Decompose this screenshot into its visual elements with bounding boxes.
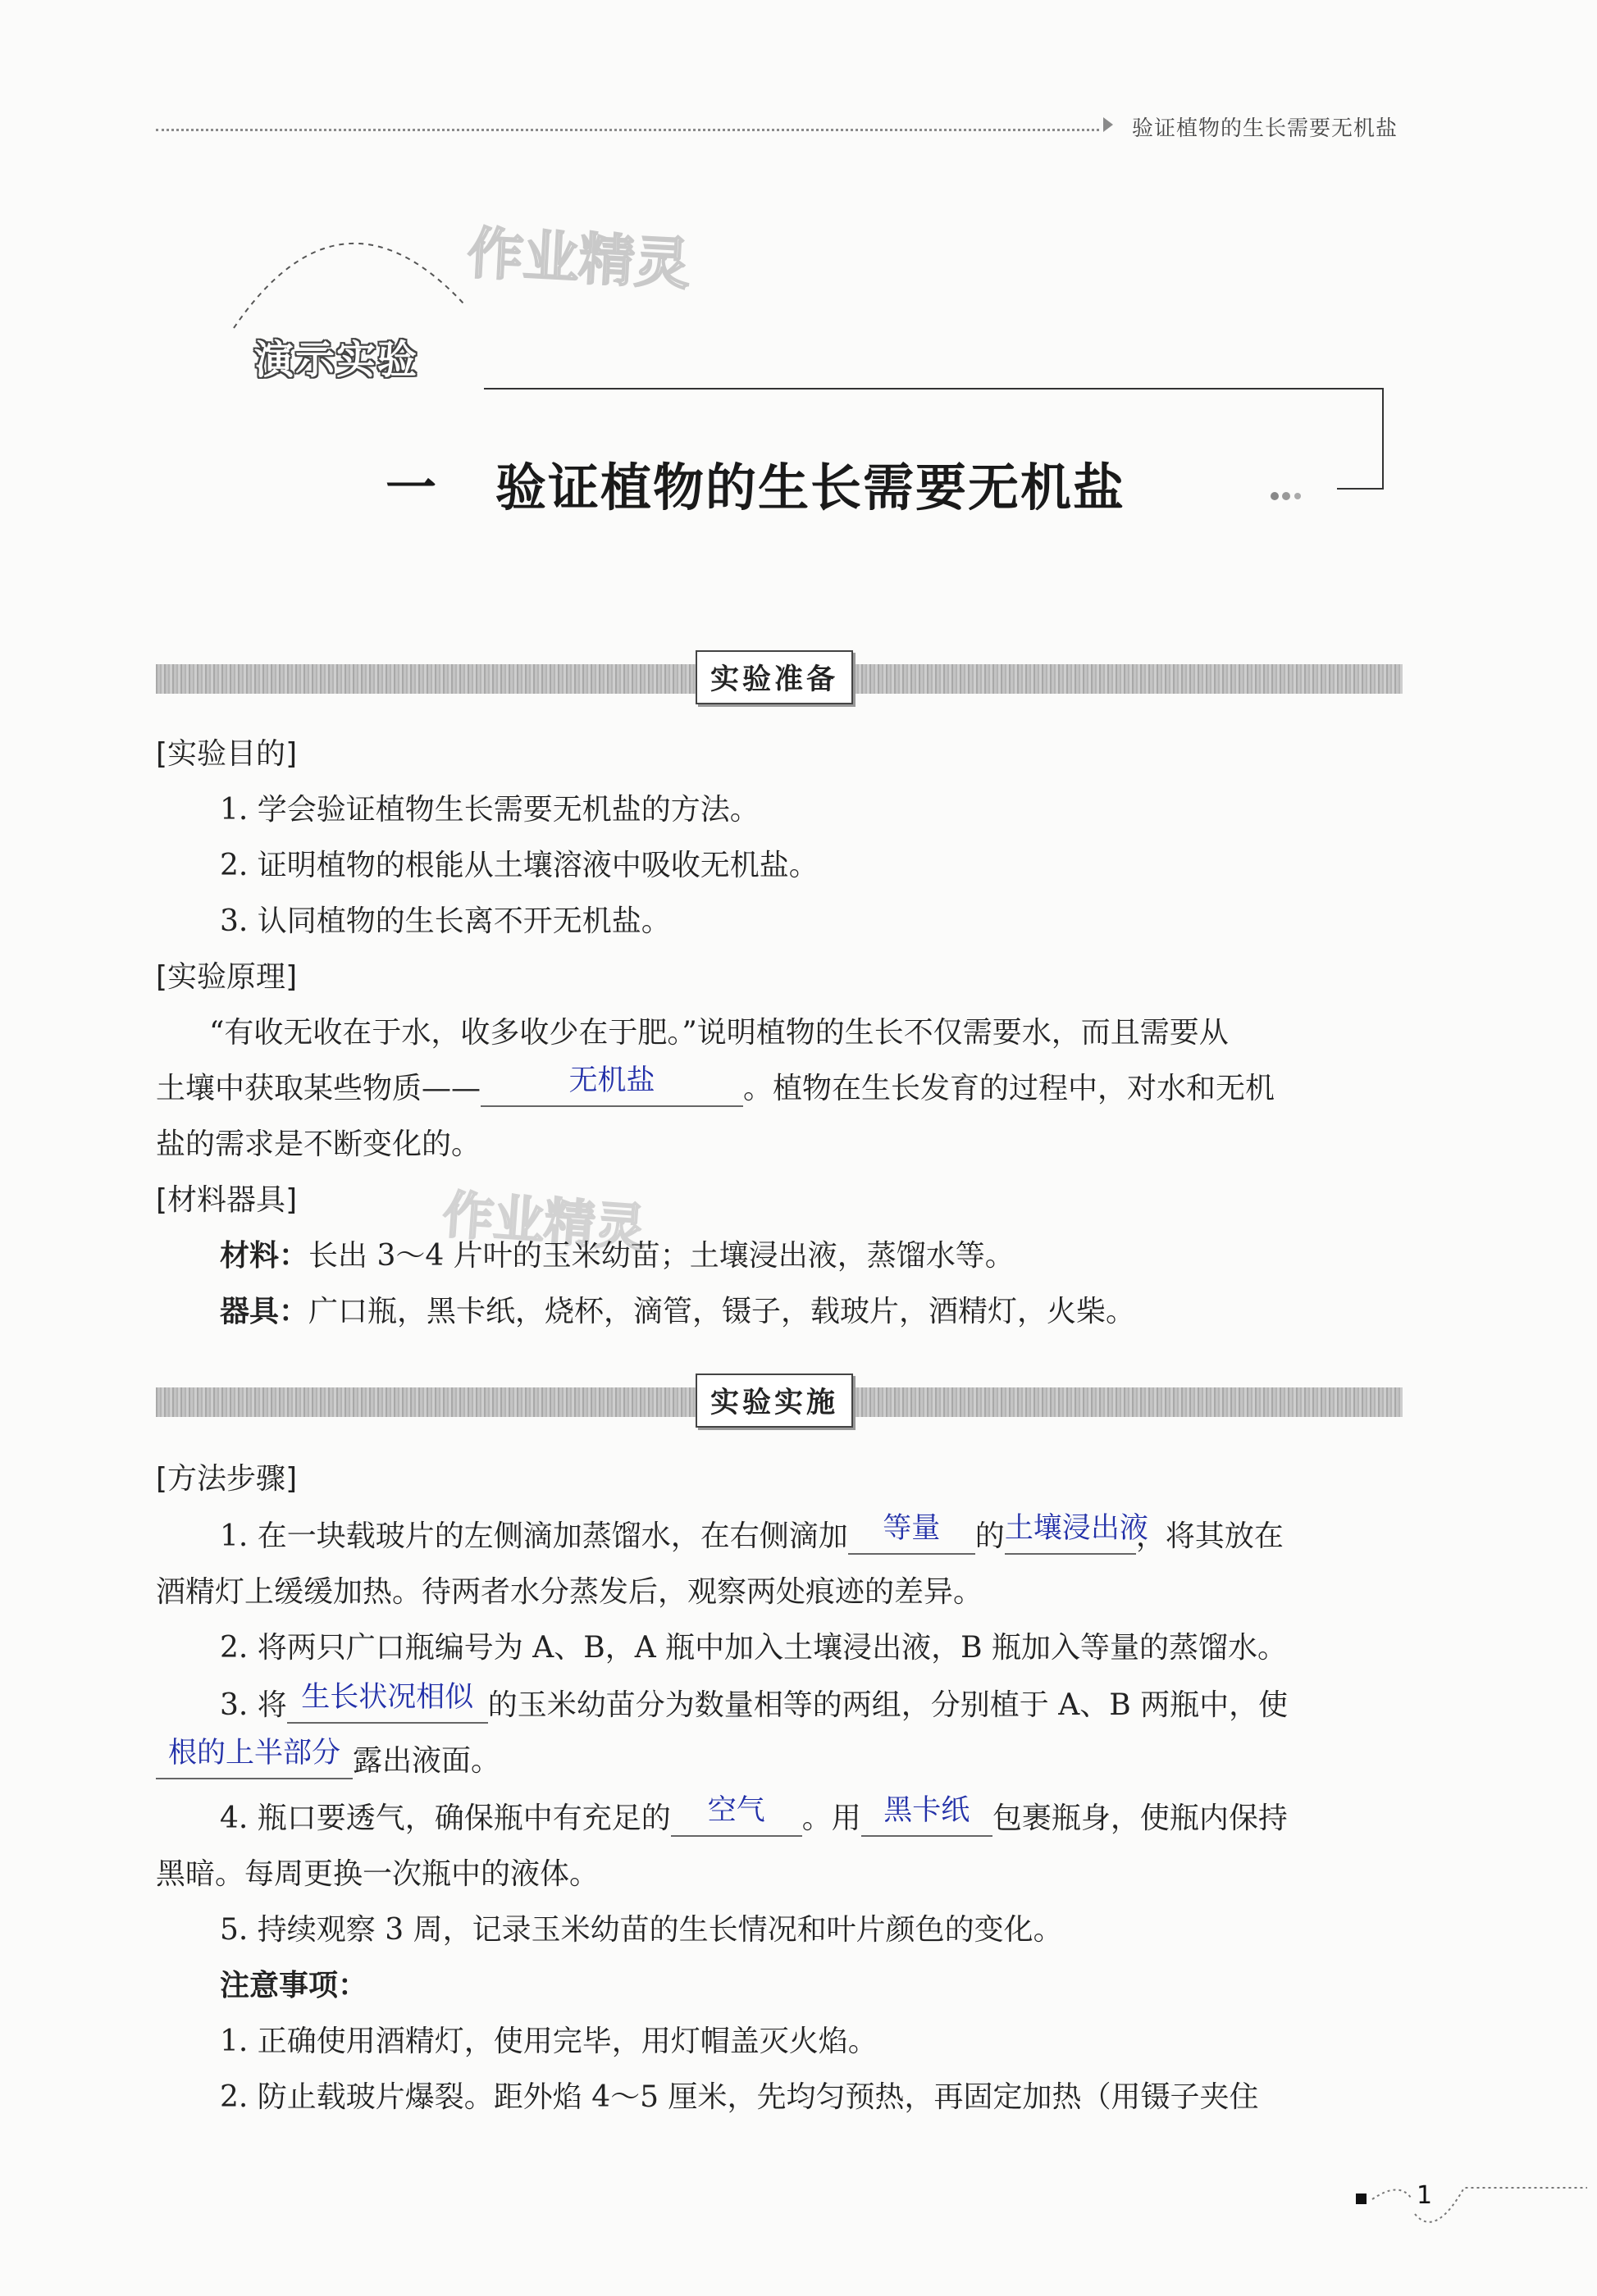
step-2: 2. 将两只广口瓶编号为 A、B，A 瓶中加入土壤浸出液，B 瓶加入等量的蒸馏水。 (220, 1631, 1288, 1665)
demo-experiment-label: 演示实验 (254, 337, 419, 383)
answer-blank (481, 1064, 743, 1107)
principle-line: 盐的需求是不断变化的。 (156, 1128, 481, 1161)
handwritten-answer: 等量 (883, 1512, 941, 1545)
section-heading-principle: [实验原理] (156, 960, 298, 994)
handwritten-answer: 黑卡纸 (883, 1794, 970, 1827)
running-title: 验证植物的生长需要无机盐 (1132, 116, 1399, 141)
section-label-prep: 实验准备 (696, 650, 853, 704)
principle-line: 土壤中获取某些物质—— 无机盐 。植物在生长发育的过程中，对水和无机 (156, 1064, 1275, 1105)
title-frame-tail (1337, 488, 1384, 490)
materials-line: 材料：长出 3～4 片叶的玉米幼苗；土壤浸出液，蒸馏水等。 (220, 1239, 1015, 1273)
chapter-title-text: 验证植物的生长需要无机盐 (495, 458, 1126, 517)
page-number: 1 (1417, 2181, 1433, 2210)
handwritten-answer: 空气 (707, 1794, 765, 1827)
note-item: 1. 正确使用酒精灯，使用完毕，用灯帽盖灭火焰。 (220, 2025, 878, 2058)
chapter-title (386, 447, 1125, 520)
handwritten-answer: 土壤浸出液 (1004, 1512, 1148, 1545)
section-heading-purpose: [实验目的] (156, 737, 298, 771)
section-heading-method: [方法步骤] (156, 1462, 298, 1496)
tools-line: 器具：广口瓶，黑卡纸，烧杯，滴管，镊子，载玻片，酒精灯，火柴。 (220, 1295, 1136, 1328)
notes-heading: 注意事项： (220, 1969, 368, 2002)
step-1: 1. 在一块载玻片的左侧滴加蒸馏水，在右侧滴加 等量 的 土壤浸出液 ，将其放在 (220, 1512, 1284, 1553)
dashed-arc-decoration (226, 205, 488, 336)
note-item: 2. 防止载玻片爆裂。距外焰 4～5 厘米，先均匀预热，再固定加热（用镊子夹住 (220, 2080, 1259, 2114)
answer-blank (1004, 1512, 1148, 1555)
list-item: 3. 认同植物的生长离不开无机盐。 (220, 904, 671, 938)
principle-line: “有收无收在于水，收多收少在于肥。”说明植物的生长不仅需要水，而且需要从 (209, 1016, 1229, 1050)
answer-blank (848, 1512, 975, 1555)
handwritten-answer: 无机盐 (568, 1064, 655, 1097)
header-arrow-icon (1103, 117, 1113, 132)
footer-dotted-decoration (1366, 2165, 1595, 2230)
handwritten-answer: 根的上半部分 (167, 1737, 340, 1770)
header-rule (156, 129, 1099, 131)
watermark: 作业精灵 (465, 221, 692, 298)
step-1-cont: 酒精灯上缓缓加热。待两者水分蒸发后，观察两处痕迹的差异。 (156, 1575, 983, 1609)
handwritten-answer: 生长状况相似 (301, 1681, 474, 1714)
list-item: 1. 学会验证植物生长需要无机盐的方法。 (220, 793, 760, 827)
answer-blank (287, 1681, 488, 1724)
section-heading-materials: [材料器具] (156, 1183, 298, 1217)
list-item: 2. 证明植物的根能从土壤溶液中吸收无机盐。 (220, 849, 819, 882)
step-3-cont: 根的上半部分 露出液面。 (156, 1743, 500, 1779)
step-5: 5. 持续观察 3 周，记录玉米幼苗的生长情况和叶片颜色的变化。 (220, 1913, 1063, 1947)
chapter-number: 一 (386, 458, 439, 517)
section-label-impl: 实验实施 (696, 1374, 853, 1428)
answer-blank (671, 1794, 802, 1837)
watermark: 作业精灵 (440, 1184, 648, 1259)
answer-blank (861, 1794, 992, 1837)
title-dots-decoration (1270, 490, 1319, 503)
step-3: 3. 将 生长状况相似 的玉米幼苗分为数量相等的两组，分别植于 A、B 两瓶中，使 (220, 1681, 1289, 1722)
step-4: 4. 瓶口要透气，确保瓶中有充足的 空气 。用 黑卡纸 包裹瓶身，使瓶内保持 (220, 1794, 1288, 1835)
step-4-cont: 黑暗。每周更换一次瓶中的液体。 (156, 1857, 600, 1891)
